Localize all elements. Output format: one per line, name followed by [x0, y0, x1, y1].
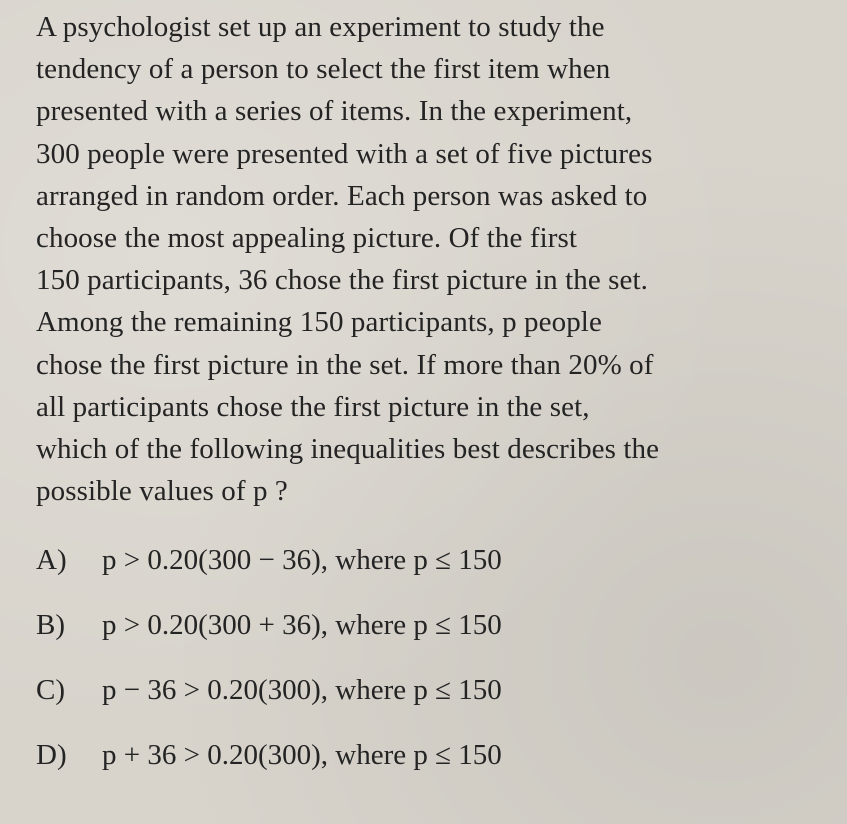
- question-line: which of the following inequalities best describes the: [36, 433, 660, 466]
- question-line: Among the remaining 150 participants, p people: [36, 306, 602, 339]
- question-text: [36, 6, 836, 512]
- choice-letter: D): [36, 738, 67, 771]
- choice-letter: C): [36, 673, 65, 706]
- choice-letter: B): [36, 608, 65, 641]
- choice-b[interactable]: [36, 601, 502, 649]
- question-line: arranged in random order. Each person was asked to: [36, 179, 648, 212]
- question-line: A psychologist set up an experiment to study the: [36, 11, 605, 43]
- question-line: choose the most appealing picture. Of the first: [36, 222, 578, 255]
- choice-a[interactable]: [36, 536, 502, 584]
- choice-c[interactable]: [36, 666, 502, 714]
- choice-expression: p + 36 > 0.20(300), where p ≤ 150: [102, 738, 502, 771]
- question-line: all participants chose the first picture in the set,: [36, 390, 590, 423]
- question-line: chose the first picture in the set. If more than 20% of: [36, 348, 654, 381]
- question-line: tendency of a person to select the first item when: [36, 53, 611, 86]
- question-line: 150 participants, 36 chose the first picture in the set.: [36, 264, 649, 297]
- choice-letter: A): [36, 543, 67, 576]
- question-line: possible values of p ?: [36, 475, 288, 508]
- choice-expression: p − 36 > 0.20(300), where p ≤ 150: [102, 673, 502, 706]
- choice-d[interactable]: [36, 731, 502, 779]
- question-line: 300 people were presented with a set of five pictures: [36, 137, 653, 170]
- choice-expression: p > 0.20(300 + 36), where p ≤ 150: [102, 608, 502, 641]
- choice-expression: p > 0.20(300 − 36), where p ≤ 150: [102, 543, 502, 576]
- question-line: presented with a series of items. In the experiment,: [36, 95, 633, 128]
